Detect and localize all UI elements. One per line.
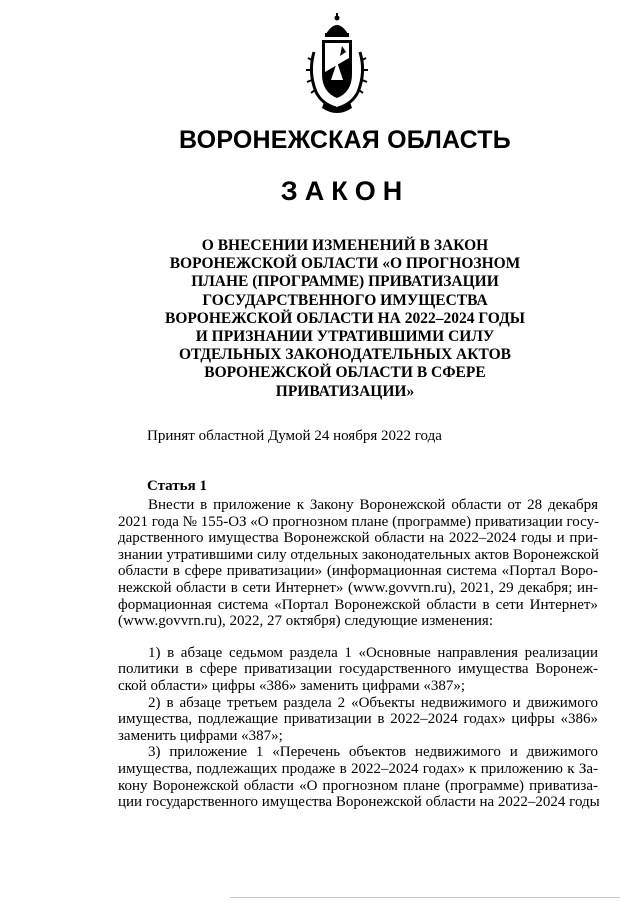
list-item-line: имущества, подлежащих продаже в 2022–2024 годах» к приложению к За- bbox=[118, 760, 598, 777]
region-heading: ВОРОНЕЖСКАЯ ОБЛАСТЬ bbox=[179, 126, 511, 154]
law-title-line: О ВНЕСЕНИИ ИЗМЕНЕНИЙ В ЗАКОН bbox=[201, 237, 489, 254]
list-item-line: 3) приложение 1 «Перечень объектов недвижимого и движимого bbox=[148, 744, 598, 761]
law-title-line: ПЛАНЕ (ПРОГРАММЕ) ПРИВАТИЗАЦИИ bbox=[191, 273, 499, 291]
paragraph-line: 2021 года № 155-ОЗ «О прогнозном плане (программе) приватизации госу- bbox=[118, 513, 600, 530]
law-title-line: ГОСУДАРСТВЕННОГО ИМУЩЕСТВА bbox=[202, 291, 488, 309]
law-title-line: ПРИВАТИЗАЦИИ» bbox=[275, 382, 415, 400]
law-title-line: И ПРИЗНАНИИ УТРАТИВШИМИ СИЛУ bbox=[195, 328, 495, 346]
law-title bbox=[150, 237, 540, 401]
paragraph-line: формационная система «Портал Воронежской области в сети Интернет» bbox=[118, 596, 598, 613]
law-title-line: ВОРОНЕЖСКОЙ ОБЛАСТИ НА 2022–2024 ГОДЫ bbox=[165, 309, 525, 327]
adoption-note: Принят областной Думой 24 ноября 2022 года bbox=[147, 428, 442, 444]
paragraph-line: знании утратившими силу отдельных законодательных актов Воронежской bbox=[118, 546, 599, 563]
scan-artifact-line bbox=[230, 897, 620, 898]
list-item-line: заменить цифрами «387»; bbox=[118, 727, 283, 744]
paragraph-gap bbox=[118, 630, 598, 645]
paragraph-line: области в сфере приватизации» (информационная система «Портал Воро- bbox=[118, 563, 598, 580]
paragraph-line: дарственного имущества Воронежской области на 2022–2024 годы и при- bbox=[118, 530, 598, 547]
law-title-line: ВОРОНЕЖСКОЙ ОБЛАСТИ В СФЕРЕ bbox=[204, 364, 486, 382]
coat-of-arms-icon bbox=[306, 12, 368, 122]
paragraph-line: Внести в приложение к Закону Воронежской области от 28 декабря bbox=[148, 497, 598, 513]
list-item-line: политики в сфере приватизации государственного имущества Воронеж- bbox=[118, 661, 598, 678]
article-heading: Статья 1 bbox=[147, 478, 207, 494]
paragraph-line: нежской области в сети Интернет» (www.govvrn.ru), 2021, 29 декабря; ин- bbox=[118, 579, 598, 596]
law-title-line: ВОРОНЕЖСКОЙ ОБЛАСТИ «О ПРОГНОЗНОМ bbox=[169, 255, 521, 273]
list-item-line: 2) в абзаце третьем раздела 2 «Объекты недвижимого и движимого bbox=[148, 694, 598, 711]
list-item-line: ской области» цифры «386» заменить цифрами «387»; bbox=[118, 677, 466, 694]
list-item-line: кону Воронежской области «О прогнозном плане (программе) приватиза- bbox=[118, 777, 598, 794]
law-title-line: ОТДЕЛЬНЫХ ЗАКОНОДАТЕЛЬНЫХ АКТОВ bbox=[178, 346, 512, 364]
article-body bbox=[118, 497, 598, 811]
paragraph-line: (www.govvrn.ru), 2022, 27 октября) следующие изменения: bbox=[118, 613, 493, 630]
list-item-line: ции государственного имущества Воронежской области на 2022–2024 годы bbox=[118, 794, 600, 811]
list-item-line: имущества, подлежащие приватизации в 2022–2024 годах» цифры «386» bbox=[118, 711, 598, 728]
document-type-heading: ЗАКОН bbox=[280, 176, 410, 206]
list-item-line: 1) в абзаце седьмом раздела 1 «Основные направления реализации bbox=[148, 644, 598, 661]
